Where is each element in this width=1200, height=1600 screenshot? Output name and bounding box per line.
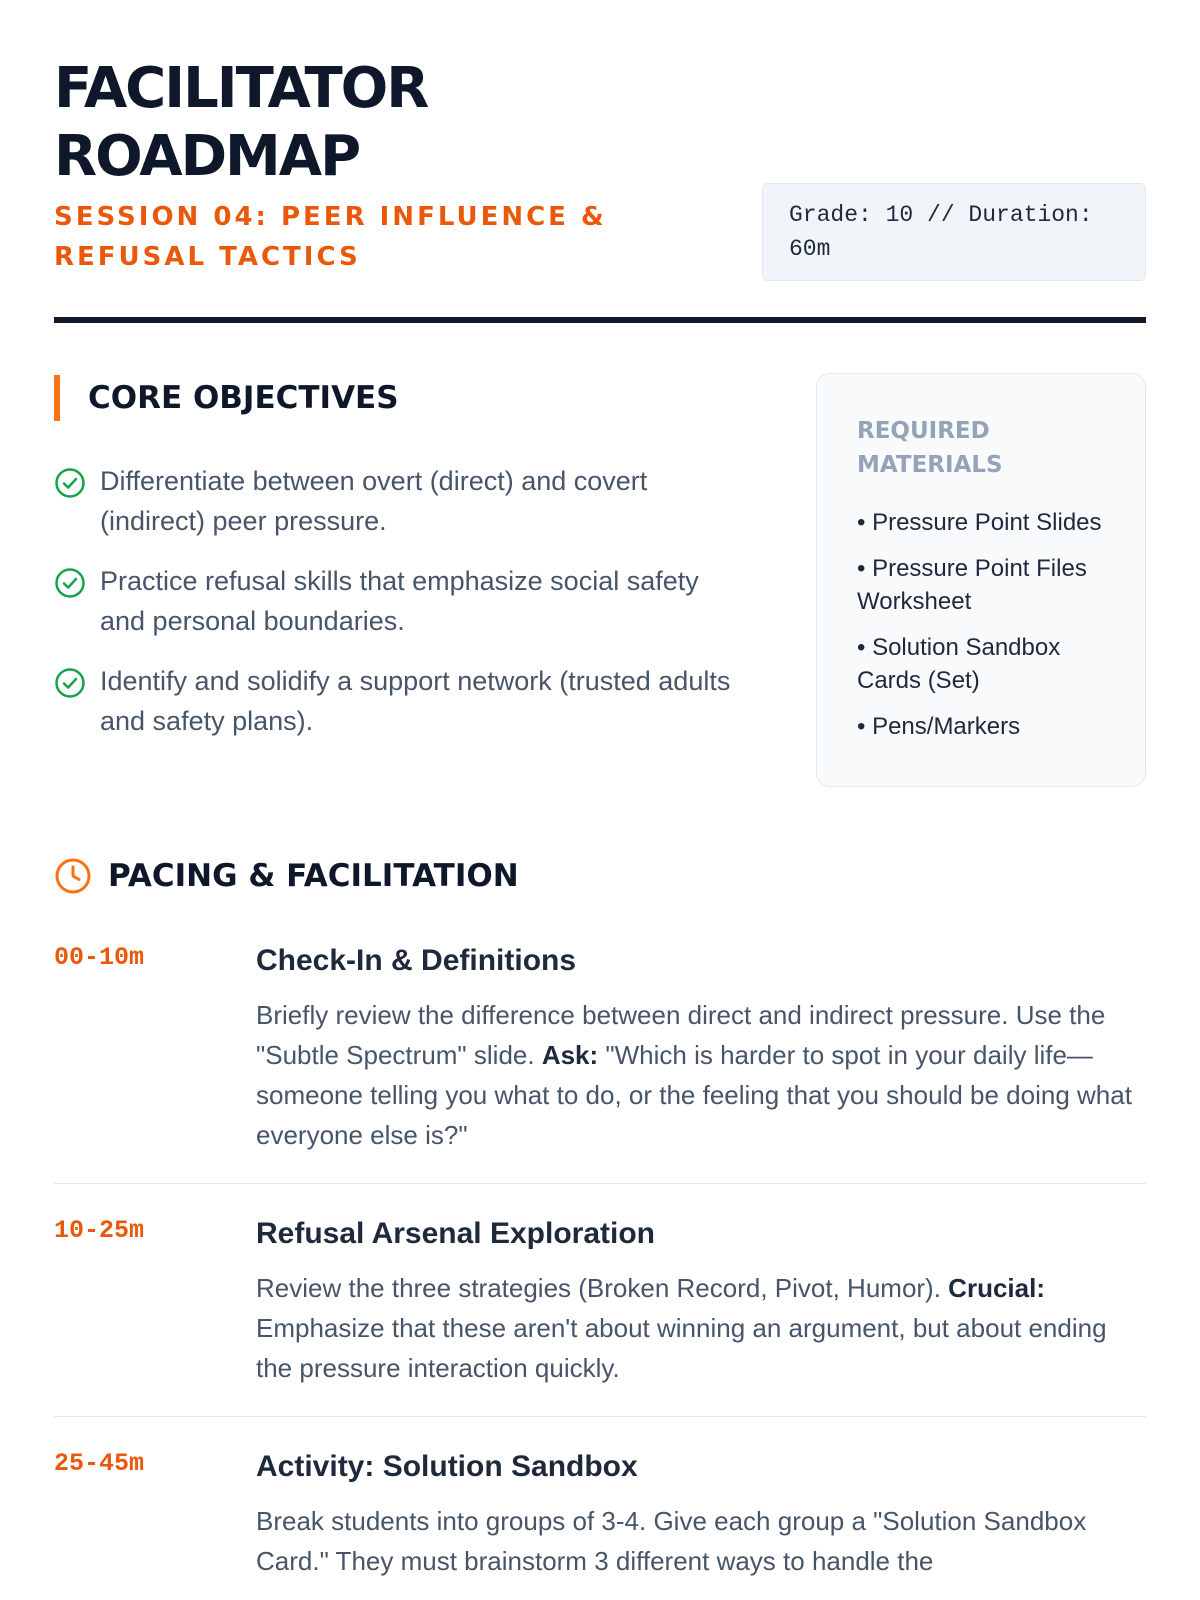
step-title: Refusal Arsenal Exploration (256, 1217, 655, 1250)
page-header (54, 55, 1146, 323)
step-desc-text: Review the three strategies (Broken Record, Pivot, Humor). (256, 1273, 949, 1303)
step-description (256, 1268, 1146, 1388)
check-circle-icon (54, 667, 86, 699)
grade-duration-badge: Grade: 10 // Duration: 60m (762, 183, 1146, 281)
objective-item (54, 461, 744, 541)
step-desc-text: Break students into groups of 3-4. Give each group a "Solution Sandbox Card." They must brainstorm 3 different ways to handle the (256, 1506, 1087, 1576)
step-body (256, 1214, 1146, 1388)
title-block (54, 55, 734, 277)
pacing-heading-label: PACING & FACILITATION (108, 858, 519, 894)
material-item: • Pens/Markers (857, 713, 1021, 740)
timeline-step (54, 941, 1146, 1184)
step-title: Check-In & Definitions (256, 944, 577, 977)
materials-list (857, 506, 1105, 743)
step-title: Activity: Solution Sandbox (256, 1450, 638, 1483)
clock-icon (54, 857, 92, 895)
step-body (256, 1447, 1146, 1581)
objective-item (54, 561, 744, 641)
material-item: • Pressure Point Files Worksheet (857, 555, 1087, 615)
check-circle-icon (54, 467, 86, 499)
step-desc-text: Briefly review the difference between direct and indirect pressure. Use the "Subtle Spectrum" slide. (256, 1000, 1106, 1070)
pacing-section (54, 857, 1146, 1600)
step-desc-text: Emphasize that these aren't about winning an argument, but about ending the pressure interaction quickly. (256, 1313, 1107, 1383)
timeline-step (54, 1214, 1146, 1417)
step-description (256, 995, 1146, 1155)
check-circle-icon (54, 567, 86, 599)
material-item: • Pressure Point Slides (857, 509, 1102, 536)
step-time: 25-45m (54, 1449, 145, 1478)
timeline-step (54, 1447, 1146, 1600)
objective-item (54, 661, 744, 741)
objective-text: Identify and solidify a support network (trusted adults and safety plans). (100, 666, 731, 736)
pacing-timeline (54, 941, 1146, 1600)
step-body (256, 941, 1146, 1155)
session-subtitle: SESSION 04: PEER INFLUENCE & REFUSAL TACTICS (54, 202, 607, 272)
required-materials-card (816, 373, 1146, 787)
page-title: FACILITATOR ROADMAP (54, 56, 428, 189)
step-desc-emphasis: Ask: (541, 1040, 599, 1070)
materials-title: REQUIRED MATERIALS (857, 418, 1003, 478)
objectives-list (54, 461, 744, 741)
pacing-heading (54, 857, 1146, 895)
step-desc-text: "Which is harder to spot in your daily life—someone telling you what to do, or the feeling that you should be doing what everyone else is?" (256, 1040, 1132, 1150)
objective-text: Differentiate between overt (direct) and covert (indirect) peer pressure. (100, 466, 648, 536)
step-description (256, 1501, 1146, 1581)
core-objectives-section (54, 375, 744, 787)
core-objectives-heading: CORE OBJECTIVES (54, 375, 744, 421)
step-time: 00-10m (54, 943, 145, 972)
step-time: 10-25m (54, 1216, 145, 1245)
material-item: • Solution Sandbox Cards (Set) (857, 634, 1061, 694)
step-desc-emphasis: Crucial: (948, 1273, 1045, 1303)
objectives-row (54, 375, 1146, 787)
objective-text: Practice refusal skills that emphasize social safety and personal boundaries. (100, 566, 699, 636)
